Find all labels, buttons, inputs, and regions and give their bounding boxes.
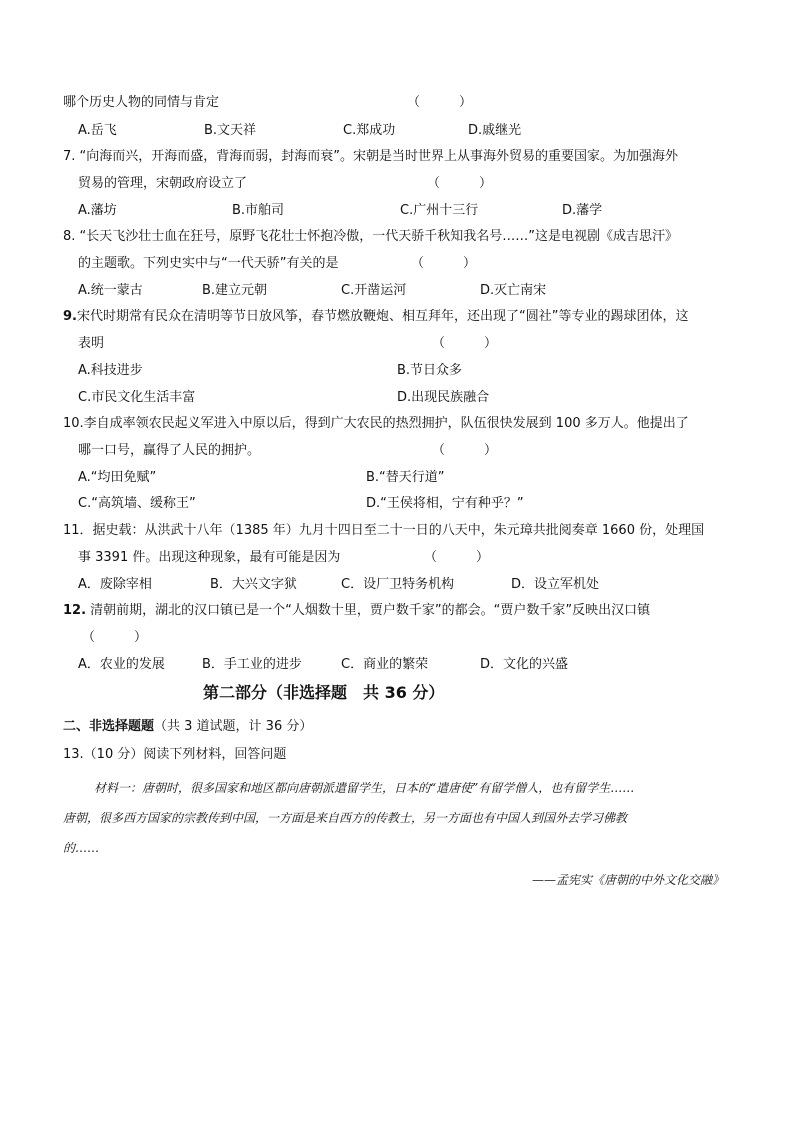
q11-answer-blank: （ ） <box>424 550 490 565</box>
q9-text-line2: 表明 <box>78 336 105 351</box>
material-line-1: 材料一：唐朝时，很多国家和地区都向唐朝派遣留学生，日本的“遣唐使”有留学僧人，也有留学生…… <box>94 781 635 795</box>
section-label: 二、非选择题题 <box>63 719 155 734</box>
section-note: （共 3 道试题，计 36 分） <box>154 719 313 734</box>
q8-text-line1: 8. “长天飞沙壮士血在狂号，原野飞花壮士怀抱冷傲，一代天骄千秋知我名号……”这是电视剧《成吉思汗》 <box>63 229 679 244</box>
q7-option-d: D.藩学 <box>562 203 603 218</box>
q7-answer-blank: （ ） <box>427 176 493 191</box>
q12-text-line1 <box>63 602 650 620</box>
q7-option-a: A.藩坊 <box>78 203 117 218</box>
q9-text-line1 <box>63 308 688 326</box>
q10-option-a: A.“均田免赋” <box>78 470 157 485</box>
q10-option-d: D.“王侯将相，宁有种乎？” <box>366 496 524 511</box>
q7-text-line1: 7. “向海而兴，开海而盛，背海而弱，封海而衰”。宋朝是当时世界上从事海外贸易的重要国家。为加强海外 <box>63 149 679 164</box>
part2-title: 第二部分（非选择题 共 36 分） <box>203 683 445 702</box>
q11-text-line1: 11．据史载：从洪武十八年（1385 年）九月十四日至二十一日的八天中，朱元璋共批阅奏章 1660 份，处理国 <box>63 523 705 538</box>
q7-option-b: B.市舶司 <box>232 203 285 218</box>
q8-option-a: A.统一蒙古 <box>78 283 143 298</box>
q12-option-b: B．手工业的进步 <box>202 657 302 672</box>
q7-text-line2: 贸易的管理，宋朝政府设立了 <box>78 176 248 191</box>
q11-option-d: D．设立军机处 <box>511 577 600 592</box>
q10-text-line2: 哪一口号，赢得了人民的拥护。 <box>78 443 261 458</box>
q12-option-d: D．文化的兴盛 <box>480 657 569 672</box>
q8-text-line2: 的主题歌。下列史实中与“一代天骄”有关的是 <box>78 256 339 271</box>
q12-stem: 清朝前期，湖北的汉口镇已是一个“人烟数十里，贾户数千家”的都会。“贾户数千家”反映出汉口镇 <box>90 603 651 618</box>
q9-answer-blank: （ ） <box>432 336 498 351</box>
q6-text: 哪个历史人物的同情与肯定 <box>63 95 220 110</box>
q9-option-a: A.科技进步 <box>78 363 143 378</box>
q9-option-b: B.节日众多 <box>397 363 463 378</box>
q12-option-a: A．农业的发展 <box>78 657 165 672</box>
q8-answer-blank: （ ） <box>411 256 477 271</box>
q10-text-line1: 10.李自成率领农民起义军进入中原以后，得到广大农民的热烈拥护，队伍很快发展到 100 多万人。他提出了 <box>63 416 689 431</box>
q12-answer-blank: （ ） <box>82 630 148 645</box>
q6-answer-blank: （ ） <box>407 95 473 110</box>
material-source: ——孟宪实《唐朝的中外文化交融》 <box>531 873 724 887</box>
q11-option-a: A．废除宰相 <box>78 577 152 592</box>
material-line-2: 唐朝，很多西方国家的宗教传到中国，一方面是来自西方的传教士，另一方面也有中国人到国外去学习佛教 <box>63 811 628 825</box>
q6-option-a: A.岳飞 <box>78 123 117 138</box>
q6-option-c: C.郑成功 <box>343 123 396 138</box>
q12-option-c: C．商业的繁荣 <box>341 657 429 672</box>
q11-option-c: C．设厂卫特务机构 <box>341 577 455 592</box>
q13-prompt: 13.（10 分）阅读下列材料，回答问题 <box>63 747 287 762</box>
q12-number: 12. <box>63 603 87 618</box>
q9-stem: 宋代时期常有民众在清明等节日放风筝，春节燃放鞭炮、相互拜年，还出现了“圆社”等专业的踢球团体，这 <box>76 309 689 324</box>
q10-option-c: C.“高筑墙、缓称王” <box>78 496 196 511</box>
q11-text-line2: 事 3391 件。出现这种现象，最有可能是因为 <box>78 550 341 565</box>
q8-option-d: D.灭亡南宋 <box>480 283 547 298</box>
q6-option-d: D.戚继光 <box>468 123 522 138</box>
q8-option-c: C.开凿运河 <box>341 283 407 298</box>
material-line-3: 的…… <box>63 841 100 855</box>
q6-option-b: B.文天祥 <box>204 123 257 138</box>
q9-option-d: D.出现民族融合 <box>397 390 490 405</box>
section-heading <box>63 718 312 736</box>
q9-option-c: C.市民文化生活丰富 <box>78 390 196 405</box>
q10-option-b: B.“替天行道” <box>366 470 445 485</box>
q7-option-c: C.广州十三行 <box>400 203 479 218</box>
q11-option-b: B．大兴文字狱 <box>210 577 297 592</box>
q8-option-b: B.建立元朝 <box>202 283 268 298</box>
q9-number: 9. <box>63 309 77 324</box>
q10-answer-blank: （ ） <box>432 443 498 458</box>
